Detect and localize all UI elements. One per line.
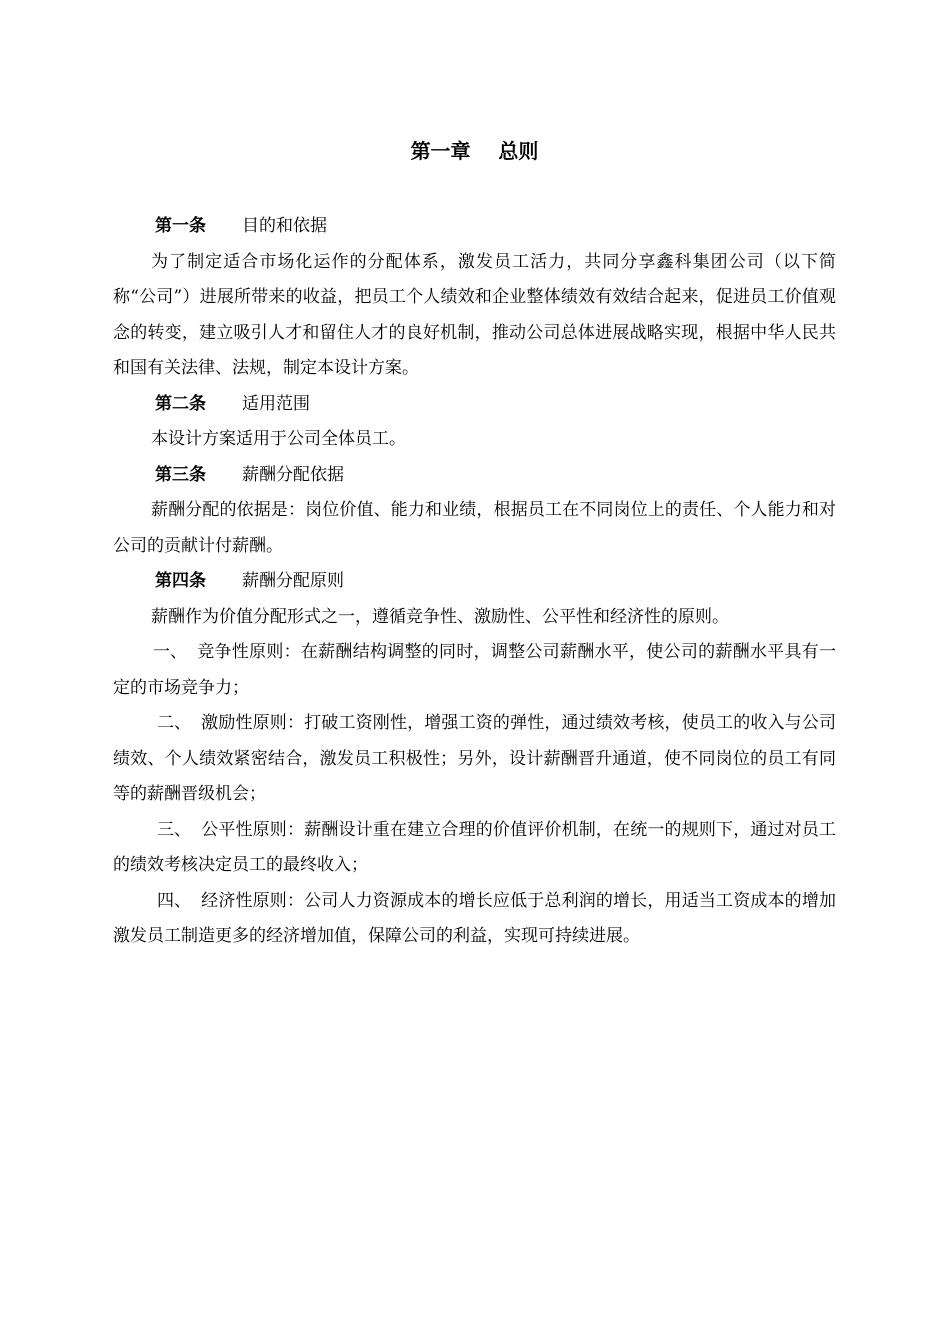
item-text: 竞争性原则：在薪酬结构调整的同时，调整公司薪酬水平，使公司的薪酬水平具有一定的市场竞争力； (113, 642, 836, 698)
paragraph: 本设计方案适用于公司全体员工。 (151, 429, 406, 449)
item-text: 公平性原则：薪酬设计重在建立合理的价值评价机制，在统一的规则下，通过对员工的绩效考核决定员工的最终收入； (113, 819, 836, 875)
item-number: 三、 (157, 819, 191, 840)
principle-item (113, 706, 836, 813)
chapter-title: 第一章 总则 (410, 139, 539, 163)
item-text: 经济性原则：公司人力资源成本的增长应低于总利润的增长，用适当工资成本的增加激发员工制造更多的经济增加值，保障公司的利益，实现可持续进展。 (113, 890, 836, 946)
article-label: 第二条 (155, 393, 206, 414)
document-body (113, 209, 836, 955)
principle-item (113, 884, 836, 955)
article-heading (113, 387, 836, 423)
article-label: 第三条 (155, 464, 206, 485)
article-label: 第一条 (155, 216, 206, 236)
item-text: 激励性原则：打破工资刚性，增强工资的弹性，通过绩效考核，使员工的收入与公司绩效、个人绩效紧密结合，激发员工积极性；另外，设计薪酬晋升通道，使不同岗位的员工有同等的薪酬晋级机会； (113, 713, 836, 804)
article-title: 目的和依据 (242, 216, 327, 236)
paragraph: 为了制定适合市场化运作的分配体系，激发员工活力，共同分享鑫科集团公司（以下简称“公司”）进展所带来的收益，把员工个人绩效和企业整体绩效有效结合起来，促进员工价值观念的转变，建立吸引人才和留住人才的良好机制，推动公司总体进展战略实现，根据中华人民共和国有关法律、法规，制定本设计方案。 (113, 251, 836, 378)
principle-item (113, 635, 836, 706)
article-label: 第四条 (155, 571, 206, 591)
paragraph: 薪酬作为价值分配形式之一，遵循竞争性、激励性、公平性和经济性的原则。 (151, 606, 729, 627)
article-title: 薪酬分配依据 (242, 464, 344, 485)
article-heading (113, 564, 836, 600)
item-number: 二、 (157, 713, 191, 733)
article-heading (113, 458, 836, 494)
article-title: 适用范围 (242, 393, 310, 414)
principle-item (113, 813, 836, 884)
article-heading (113, 209, 836, 245)
item-number: 四、 (157, 890, 191, 911)
article-title: 薪酬分配原则 (242, 571, 344, 591)
paragraph: 薪酬分配的依据是：岗位价值、能力和业绩，根据员工在不同岗位上的责任、个人能力和对公司的贡献计付薪酬。 (113, 500, 836, 556)
item-number: 一、 (153, 642, 187, 662)
